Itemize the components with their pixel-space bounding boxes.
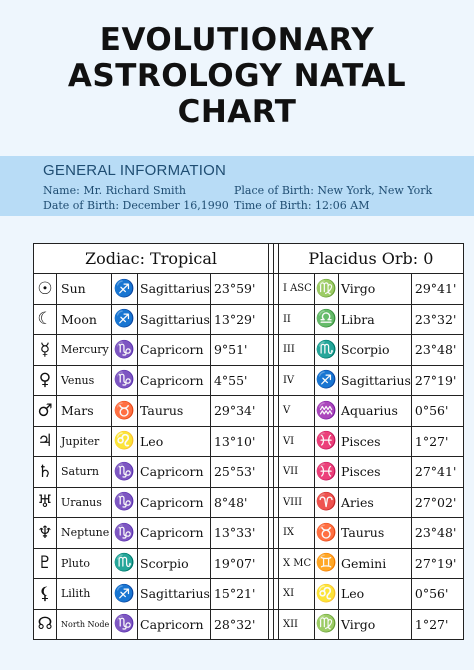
aquarius-icon: ♒: [314, 396, 338, 427]
sagittarius-icon: ♐: [112, 579, 138, 610]
house-degree: 23°48': [411, 518, 463, 549]
leo-icon: ♌: [112, 426, 138, 457]
planet-sign: Leo: [138, 426, 211, 457]
table-row: [34, 518, 464, 549]
planet-sign: Capricorn: [138, 487, 211, 518]
pluto-icon: ♇: [34, 548, 57, 579]
house-number: XI: [278, 579, 314, 610]
house-degree: 23°48': [411, 335, 463, 366]
planet-name: Lilith: [57, 579, 112, 610]
aries-icon: ♈: [314, 487, 338, 518]
table-row: [34, 426, 464, 457]
date-of-birth-field: Date of Birth: December 16,1990: [43, 199, 229, 212]
house-number: VI: [278, 426, 314, 457]
house-number: III: [278, 335, 314, 366]
house-sign: Pisces: [338, 426, 411, 457]
sagittarius-icon: ♐: [112, 304, 138, 335]
planet-name: Uranus: [57, 487, 112, 518]
house-number: XII: [278, 609, 314, 640]
planet-degree: 8°48': [210, 487, 268, 518]
capricorn-icon: ♑: [112, 609, 138, 640]
planet-sign: Capricorn: [138, 609, 211, 640]
planet-name: Saturn: [57, 457, 112, 488]
house-sign: Pisces: [338, 457, 411, 488]
house-degree: 29°41': [411, 274, 463, 305]
uranus-icon: ♅: [34, 487, 57, 518]
mercury-icon: ☿: [34, 335, 57, 366]
virgo-icon: ♍: [314, 274, 338, 305]
capricorn-icon: ♑: [112, 487, 138, 518]
house-sign: Gemini: [338, 548, 411, 579]
planet-sign: Sagittarius: [138, 274, 211, 305]
house-sign: Leo: [338, 579, 411, 610]
planet-sign: Capricorn: [138, 457, 211, 488]
virgo-icon: ♍: [314, 609, 338, 640]
planet-degree: 19°07': [210, 548, 268, 579]
planet-degree: 25°53': [210, 457, 268, 488]
planet-sign: Sagittarius: [138, 304, 211, 335]
table-row: [34, 396, 464, 427]
planet-name: Neptune: [57, 518, 112, 549]
capricorn-icon: ♑: [112, 365, 138, 396]
planet-degree: 29°34': [210, 396, 268, 427]
sagittarius-icon: ♐: [314, 365, 338, 396]
table-row: [34, 365, 464, 396]
libra-icon: ♎: [314, 304, 338, 335]
gemini-icon: ♊: [314, 548, 338, 579]
page-title: [0, 22, 474, 130]
natal-chart-table: [33, 243, 464, 640]
house-degree: 27°19': [411, 365, 463, 396]
house-number: V: [278, 396, 314, 427]
table-row: [34, 548, 464, 579]
planet-degree: 9°51': [210, 335, 268, 366]
title-line-2: ASTROLOGY NATAL: [67, 58, 407, 94]
venus-icon: ♀: [34, 365, 57, 396]
planet-degree: 4°55': [210, 365, 268, 396]
table-row: [34, 579, 464, 610]
planet-sign: Capricorn: [138, 335, 211, 366]
moon-icon: ☾: [34, 304, 57, 335]
scorpio-icon: ♏: [112, 548, 138, 579]
planet-name: Mercury: [57, 335, 112, 366]
house-sign: Virgo: [338, 609, 411, 640]
title-line-1: EVOLUTIONARY: [99, 22, 375, 58]
planet-sign: Taurus: [138, 396, 211, 427]
planet-degree: 15°21': [210, 579, 268, 610]
name-field: Name: Mr. Richard Smith: [43, 184, 187, 197]
sun-icon: ☉: [34, 274, 57, 305]
taurus-icon: ♉: [112, 396, 138, 427]
planet-sign: Sagittarius: [138, 579, 211, 610]
house-degree: 27°19': [411, 548, 463, 579]
general-information-panel: [0, 156, 474, 216]
house-number: VIII: [278, 487, 314, 518]
planet-sign: Scorpio: [138, 548, 211, 579]
sagittarius-icon: ♐: [112, 274, 138, 305]
capricorn-icon: ♑: [112, 335, 138, 366]
table-row: [34, 335, 464, 366]
house-number: I ASC: [278, 274, 314, 305]
planet-name: North Node: [57, 609, 112, 640]
planet-name: Pluto: [57, 548, 112, 579]
pisces-icon: ♓: [314, 426, 338, 457]
planet-degree: 23°59': [210, 274, 268, 305]
house-number: II: [278, 304, 314, 335]
planet-name: Jupiter: [57, 426, 112, 457]
taurus-icon: ♉: [314, 518, 338, 549]
lilith-icon: ⚸: [34, 579, 57, 610]
house-sign: Taurus: [338, 518, 411, 549]
house-degree: 27°41': [411, 457, 463, 488]
title-line-3: CHART: [177, 94, 297, 130]
house-sign: Sagittarius: [338, 365, 411, 396]
house-sign: Aquarius: [338, 396, 411, 427]
planet-degree: 13°33': [210, 518, 268, 549]
time-of-birth-field: Time of Birth: 12:06 AM: [234, 199, 370, 212]
house-sign: Virgo: [338, 274, 411, 305]
table-row: [34, 274, 464, 305]
neptune-icon: ♆: [34, 518, 57, 549]
house-degree: 0°56': [411, 396, 463, 427]
house-degree: 1°27': [411, 609, 463, 640]
planet-name: Venus: [57, 365, 112, 396]
house-degree: 27°02': [411, 487, 463, 518]
house-number: VII: [278, 457, 314, 488]
house-number: IX: [278, 518, 314, 549]
planet-degree: 13°29': [210, 304, 268, 335]
planet-degree: 13°10': [210, 426, 268, 457]
table-row: [34, 609, 464, 640]
saturn-icon: ♄: [34, 457, 57, 488]
general-information-heading: GENERAL INFORMATION: [43, 162, 226, 179]
house-degree: 23°32': [411, 304, 463, 335]
pisces-icon: ♓: [314, 457, 338, 488]
jupiter-icon: ♃: [34, 426, 57, 457]
planet-name: Mars: [57, 396, 112, 427]
house-sign: Libra: [338, 304, 411, 335]
north-node-icon: ☊: [34, 609, 57, 640]
house-sign: Scorpio: [338, 335, 411, 366]
house-number: X MC: [278, 548, 314, 579]
planet-sign: Capricorn: [138, 365, 211, 396]
planet-sign: Capricorn: [138, 518, 211, 549]
table-row: [34, 487, 464, 518]
capricorn-icon: ♑: [112, 457, 138, 488]
leo-icon: ♌: [314, 579, 338, 610]
table-row: [34, 304, 464, 335]
planet-name: Moon: [57, 304, 112, 335]
table-row: [34, 457, 464, 488]
capricorn-icon: ♑: [112, 518, 138, 549]
house-number: IV: [278, 365, 314, 396]
planet-degree: 28°32': [210, 609, 268, 640]
house-sign: Aries: [338, 487, 411, 518]
scorpio-icon: ♏: [314, 335, 338, 366]
planet-name: Sun: [57, 274, 112, 305]
house-degree: 1°27': [411, 426, 463, 457]
house-degree: 0°56': [411, 579, 463, 610]
mars-icon: ♂: [34, 396, 57, 427]
placidus-header: Placidus Orb: 0: [278, 244, 463, 274]
place-of-birth-field: Place of Birth: New York, New York: [234, 184, 433, 197]
zodiac-header: Zodiac: Tropical: [34, 244, 269, 274]
